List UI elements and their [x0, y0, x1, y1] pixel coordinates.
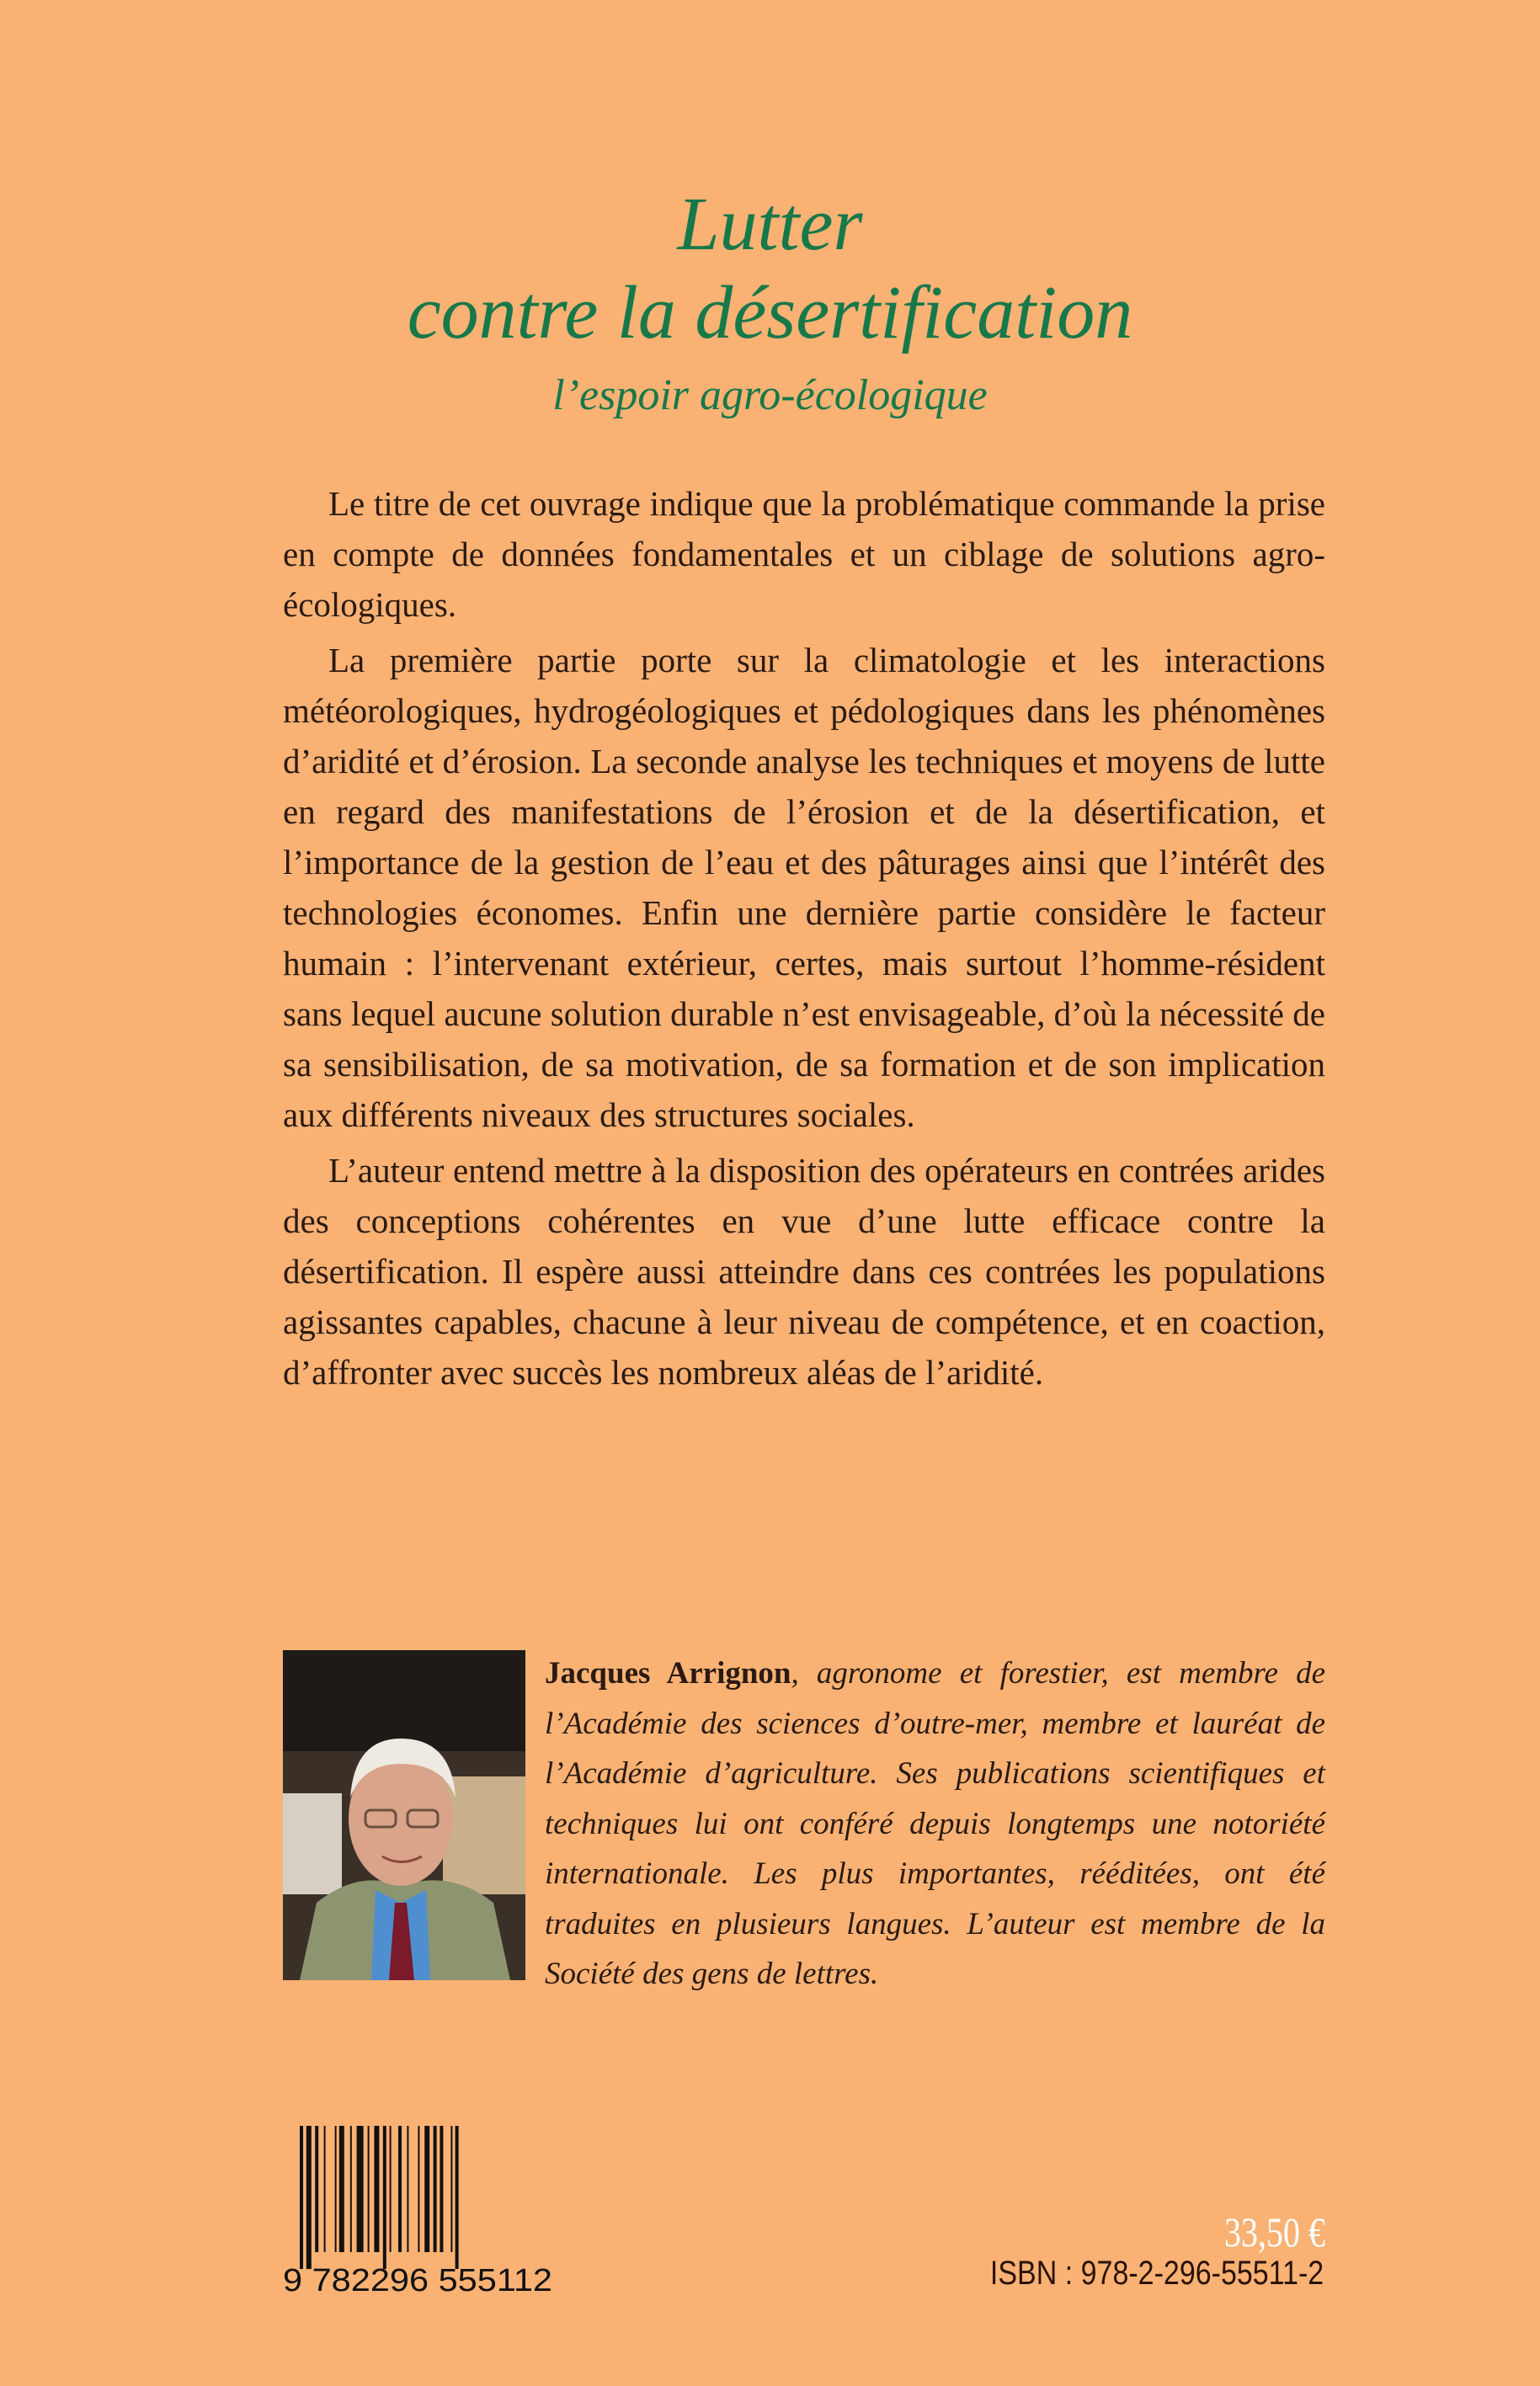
author-bio — [545, 1648, 1325, 2000]
barcode-digits: 9 782296 555112 — [283, 2263, 552, 2294]
barcode-bar — [300, 2126, 303, 2269]
barcode-bar — [350, 2126, 352, 2252]
blurb-paragraph: L’auteur entend mettre à la disposition des opérateurs en contrées arides des conceptions cohérentes en vue d’une lutte efficace contre la désertification. Il espère aussi atteindre dans ces contrées les populations agissantes capables, chacune à leur niveau de compétence, et en coaction, d’affronter avec succès les nombreux aléas de l’aridité. — [283, 1151, 1325, 1392]
barcode-bar — [407, 2126, 408, 2252]
barcode-bar — [368, 2126, 370, 2252]
blurb-paragraph: Le titre de cet ouvrage indique que la problématique commande la prise en compte de données fondamentales et un ciblage de solutions agro-écologiques. — [283, 484, 1325, 624]
barcode-bar — [339, 2126, 344, 2252]
isbn: ISBN : 978-2-296-55511-2 — [989, 2255, 1324, 2292]
barcode-bar — [374, 2126, 379, 2252]
barcode — [283, 2126, 557, 2294]
book-title-line2: contre la désertification — [407, 271, 1133, 354]
barcode-bar — [418, 2126, 419, 2252]
blurb — [283, 478, 1325, 1403]
barcode-bar — [324, 2126, 326, 2252]
barcode-bar — [390, 2126, 392, 2252]
author-name: Jacques Arrignon — [545, 1656, 791, 1691]
barcode-bar — [398, 2126, 402, 2252]
barcode-bar — [440, 2126, 443, 2252]
blurb-paragraph: La première partie porte sur la climatologie et les interactions météorologiques, hydrogéologiques et pédologiques dans les phénomènes d’aridité et d’érosion. La seconde analyse les techniques et moyens de lutte en regard des manifestations de l’érosion et de la désertification, et l’importance de la gestion de l’eau et des pâturages ainsi que l’intérêt des technologies économes. Enfin une dernière partie considère le facteur humain : l’intervenant extérieur, certes, mais surtout l’homme-résident sans lequel aucune solution durable n’est envisageable, d’où la nécessité de sa sensibilisation, de sa motivation, de sa formation et de son implication aux différents niveaux des structures sociales. — [283, 641, 1325, 1134]
book-subtitle: l’espoir agro-écologique — [552, 371, 988, 419]
barcode-bar — [306, 2126, 312, 2269]
book-title-line1: Lutter — [677, 183, 863, 266]
barcode-bar — [450, 2126, 452, 2252]
price: 33,50 € — [1224, 2208, 1325, 2256]
barcode-bar — [335, 2126, 337, 2252]
barcode-bar — [315, 2126, 318, 2252]
barcode-bar — [357, 2126, 364, 2252]
barcode-bar — [434, 2126, 437, 2252]
barcode-bar — [424, 2126, 429, 2252]
author-bio-text: , agronome et forestier, est membre de l’Académie des sciences d’outre-mer, membre et lauréat de l’Académie d’agriculture. Ses publications scientifiques et techniques lui ont conféré depuis longtemps une notoriété internationale. Les plus importantes, rééditées, ont été traduites en plusieurs langues. L’auteur est membre de la Société des gens de lettres. — [545, 1656, 1325, 1991]
author-photo — [283, 1650, 525, 1980]
barcode-bar — [383, 2126, 386, 2269]
barcode-bar — [456, 2126, 459, 2269]
